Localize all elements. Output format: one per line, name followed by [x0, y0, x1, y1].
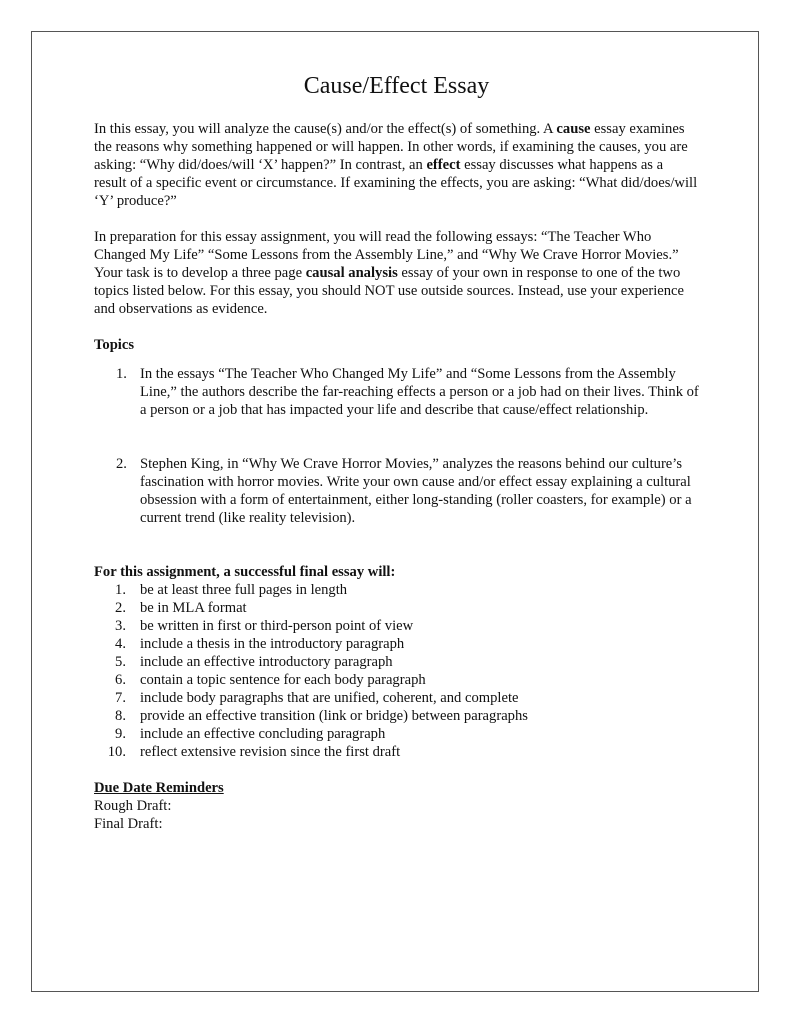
topics-heading: Topics: [94, 337, 135, 353]
requirement-number: 6.: [115, 672, 126, 688]
topics-list: [94, 365, 699, 527]
requirement-number: 2.: [115, 600, 126, 616]
topic-number: 2.: [116, 456, 127, 472]
requirement-text: be at least three full pages in length: [140, 582, 348, 598]
requirement-number: 8.: [115, 708, 126, 724]
requirement-item: [94, 725, 699, 743]
intro-text-1: In this essay, you will analyze the cause(s) and/or the effect(s) of something. A: [94, 121, 557, 137]
requirement-number: 9.: [115, 726, 126, 742]
preparation-paragraph: [94, 228, 699, 318]
requirement-text: be in MLA format: [140, 600, 247, 616]
requirement-item: [94, 599, 699, 617]
intro-paragraph: [94, 120, 699, 210]
topic-text: In the essays “The Teacher Who Changed My Life” and “Some Lessons from the Assembly Line,” the authors describe the far-reaching effects a person or a job had on their lives. Think of a person or a job that has impacted your life and describe that cause/effect relationship.: [140, 366, 699, 418]
document-body: [94, 70, 699, 833]
requirement-number: 5.: [115, 654, 126, 670]
rough-draft-label: Rough Draft:: [94, 798, 172, 814]
causal-analysis-term: causal analysis: [305, 265, 398, 281]
requirement-text: provide an effective transition (link or bridge) between paragraphs: [140, 708, 528, 724]
due-date-heading: Due Date Reminders: [94, 780, 224, 796]
prep-text-1: In preparation for this essay assignment, you will read the following essays: “The Teacher Who Changed My Life” “Some Lessons from the Assembly Line,” and “Why We Crave Horror Movies.” Your task is to develop a three page: [94, 229, 679, 281]
requirement-item: [94, 707, 699, 725]
requirement-text: be written in first or third-person point of view: [140, 618, 414, 634]
intro-text-3: essay discusses what happens as a result of a specific event or circumstance. If examining the effects, you are asking: “What did/does/will ‘Y’ produce?”: [94, 157, 698, 209]
requirement-item: [94, 581, 699, 599]
requirement-item: [94, 635, 699, 653]
topic-item: [94, 455, 699, 527]
topic-text: Stephen King, in “Why We Crave Horror Movies,” analyzes the reasons behind our culture’s fascination with horror movies. Write your own cause and/or effect essay explaining a cultural obsession with a form of entertainment, either long-standing (roller coasters, for example) or a current trend (like reality television).: [140, 456, 692, 526]
prep-text-2: essay of your own in response to one of the two topics listed below. For this essay, you should NOT use outside sources. Instead, use your experience and observations as evidence.: [94, 265, 684, 317]
requirement-item: [94, 689, 699, 707]
intro-text-2: essay examines the reasons why something happened or will happen. In other words, if examining the causes, you are asking: “Why did/does/will ‘X’ happen?” In contrast, an: [94, 121, 688, 173]
topic-number: 1.: [116, 366, 127, 382]
requirement-number: 4.: [115, 636, 126, 652]
requirements-list: [94, 581, 699, 761]
requirement-text: include a thesis in the introductory paragraph: [140, 636, 405, 652]
effect-term: effect: [426, 157, 461, 173]
requirement-number: 7.: [115, 690, 126, 706]
page-title: Cause/Effect Essay: [303, 73, 490, 99]
requirement-text: contain a topic sentence for each body paragraph: [140, 672, 426, 688]
requirement-text: include body paragraphs that are unified, coherent, and complete: [140, 690, 519, 706]
requirement-number: 3.: [115, 618, 126, 634]
requirement-number: 10.: [107, 744, 126, 760]
cause-term: cause: [556, 121, 591, 137]
requirement-item: [94, 671, 699, 689]
requirement-text: include an effective concluding paragraph: [140, 726, 386, 742]
requirement-item: [94, 617, 699, 635]
requirement-text: reflect extensive revision since the first draft: [140, 744, 401, 760]
requirements-heading: For this assignment, a successful final essay will:: [94, 564, 396, 580]
topic-item: [94, 365, 699, 419]
requirement-item: [94, 743, 699, 761]
requirement-item: [94, 653, 699, 671]
final-draft-label: Final Draft:: [94, 816, 163, 832]
requirement-text: include an effective introductory paragraph: [140, 654, 393, 670]
requirement-number: 1.: [115, 582, 126, 598]
